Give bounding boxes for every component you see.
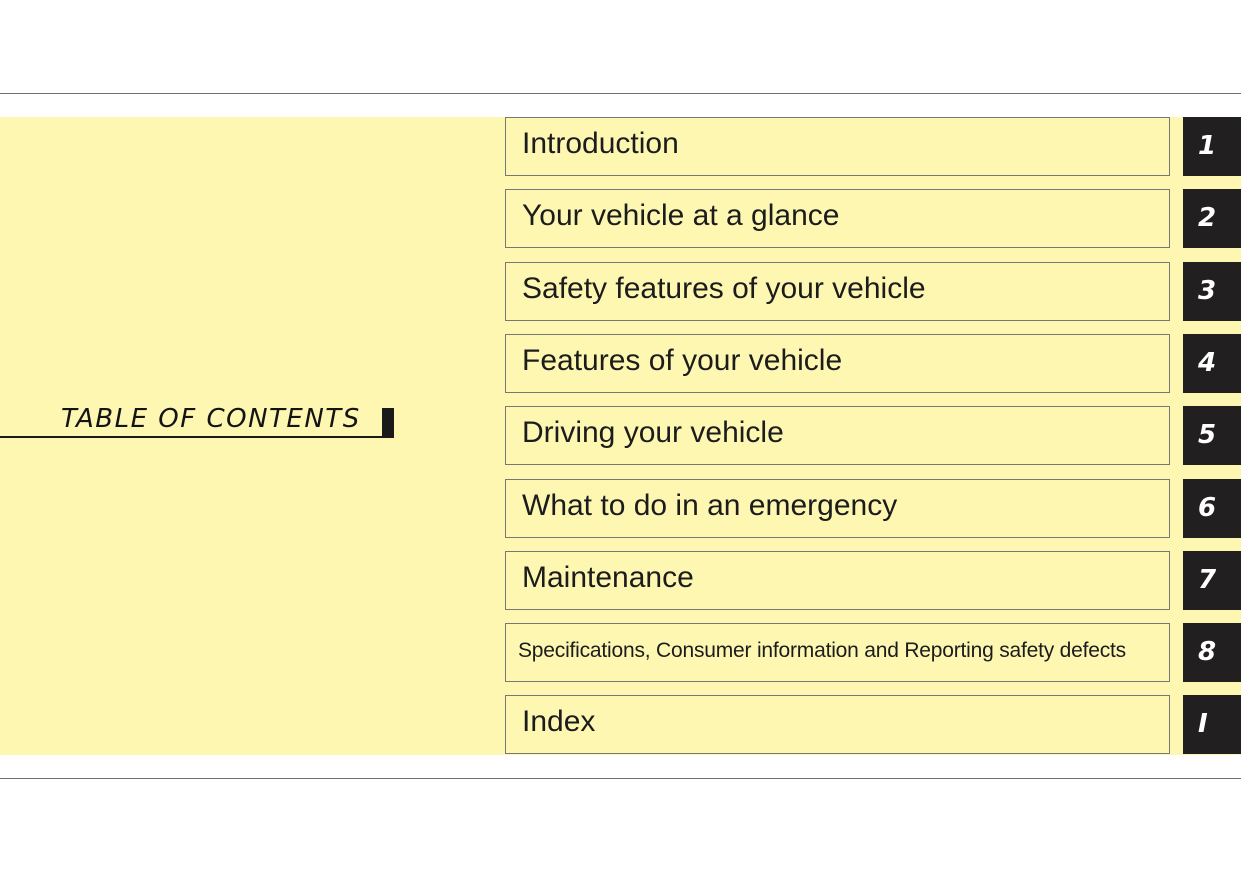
toc-entry-specifications[interactable] <box>505 623 1241 683</box>
toc-entry-label: Index <box>522 705 596 738</box>
toc-entry-label: Maintenance <box>522 561 694 594</box>
toc-entry-label: Driving your vehicle <box>522 416 784 449</box>
toc-entry-vehicle-at-a-glance[interactable] <box>505 189 1241 249</box>
chapter-tab[interactable]: 6 <box>1183 479 1241 538</box>
toc-entry-box[interactable] <box>505 406 1170 465</box>
bottom-rule <box>0 778 1241 779</box>
chapter-tab[interactable]: I <box>1183 695 1241 754</box>
toc-entry-label: Specifications, Consumer information and Reporting safety defects <box>518 639 1126 662</box>
toc-marker-bar <box>382 408 394 438</box>
toc-entry-box[interactable] <box>505 695 1170 754</box>
chapter-tab[interactable]: 3 <box>1183 262 1241 321</box>
toc-entry-list <box>505 117 1241 755</box>
chapter-tab[interactable]: 7 <box>1183 551 1241 610</box>
toc-entry-maintenance[interactable] <box>505 551 1241 611</box>
toc-entry-index[interactable] <box>505 695 1241 755</box>
toc-entry-label: Introduction <box>522 127 679 160</box>
toc-entry-driving[interactable] <box>505 406 1241 466</box>
toc-entry-box[interactable] <box>505 189 1170 248</box>
toc-entry-label: Safety features of your vehicle <box>522 272 926 305</box>
chapter-tab[interactable]: 2 <box>1183 189 1241 248</box>
toc-entry-safety-features[interactable] <box>505 262 1241 322</box>
toc-entry-box[interactable] <box>505 479 1170 538</box>
toc-title: TABLE OF CONTENTS <box>61 404 361 434</box>
toc-entry-label: What to do in an emergency <box>522 489 898 522</box>
chapter-tab[interactable]: 1 <box>1183 117 1241 176</box>
toc-entry-box[interactable] <box>505 623 1170 682</box>
toc-entry-label: Features of your vehicle <box>522 344 843 377</box>
chapter-tab[interactable]: 5 <box>1183 406 1241 465</box>
top-rule <box>0 93 1241 94</box>
toc-underline <box>0 436 382 438</box>
toc-entry-introduction[interactable] <box>505 117 1241 177</box>
toc-entry-emergency[interactable] <box>505 479 1241 539</box>
chapter-tab[interactable]: 8 <box>1183 623 1241 682</box>
toc-entry-box[interactable] <box>505 551 1170 610</box>
toc-entry-features[interactable] <box>505 334 1241 394</box>
toc-entry-label: Your vehicle at a glance <box>522 199 840 232</box>
toc-entry-box[interactable] <box>505 262 1170 321</box>
chapter-tab[interactable]: 4 <box>1183 334 1241 393</box>
toc-entry-box[interactable] <box>505 334 1170 393</box>
toc-entry-box[interactable] <box>505 117 1170 176</box>
toc-heading <box>0 402 395 438</box>
